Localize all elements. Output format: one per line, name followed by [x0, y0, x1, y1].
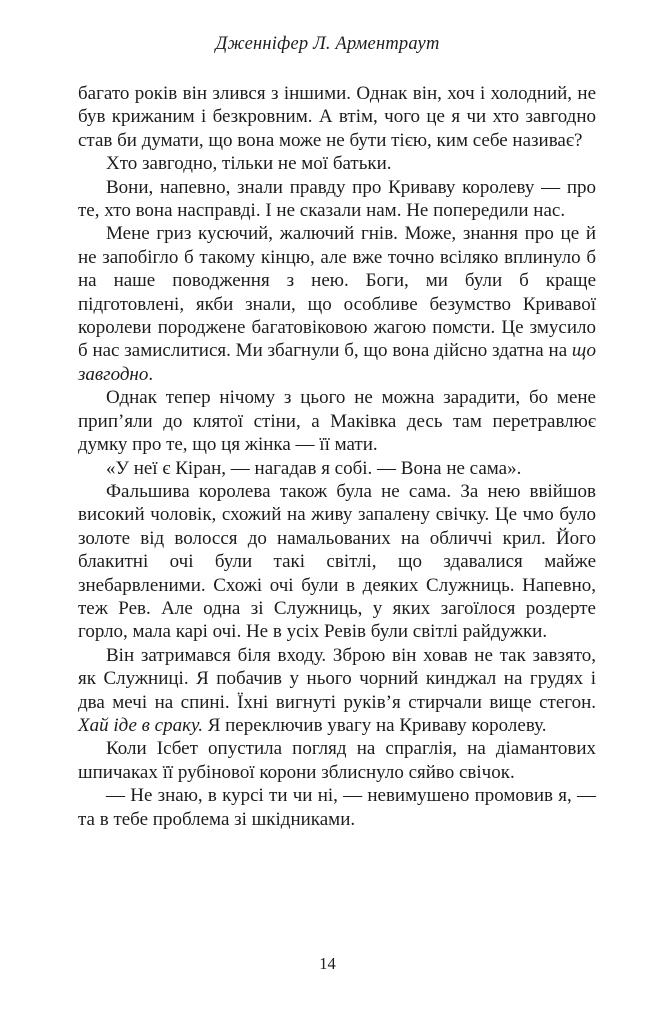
text-segment: Фальшива королева також була не сама. За нею ввійшов високий чоловік, схожий на живу запалену свічку. Це чмо було золоте від волосся до намальованих на обличчі крил. Його блакитні очі були такі світлі, що здавалися майже знебарвленими. Схожі очі були в деяких Служниць. Напевно, теж Рев. Але одна зі Служниць, у яких загоїлося роздерте горло, мала карі очі. Не в усіх Ревів були світлі райдужки. [78, 480, 596, 643]
italic-text-segment: Хай іде в сраку. [78, 714, 203, 736]
page-number: 14 [319, 954, 336, 973]
paragraph [78, 737, 596, 784]
text-segment: Хто завгодно, тільки не мої батьки. [106, 153, 392, 175]
text-segment: Мене гриз кусючий, жалючий гнів. Може, знання про це й не запобігло б такому кінцю, але вже точно всіляко вплинуло б на наше поводження з нею. Боги, ми були б краще підготовлені, якби знали, що особливе безумство Кривавої королеви породжене багатовіковою жагою помсти. Це змусило б нас замислитися. Ми збагнули б, що вона дійсно здатна на [78, 223, 596, 362]
paragraph [78, 784, 596, 831]
text-segment: Вони, напевно, знали правду про Криваву королеву — про те, хто вона насправді. І не сказали нам. Не попередили нас. [78, 176, 596, 222]
paragraph [78, 82, 596, 152]
paragraph [78, 386, 596, 456]
text-segment: Він затримався біля входу. Зброю він ховав не так завзято, як Служниці. Я побачив у нього чорний кинджал на грудях і два мечі на спині. Їхні вигнуті руків’я стирчали вище стегон. [78, 644, 596, 713]
running-header: Дженніфер Л. Арментраут [215, 34, 440, 54]
paragraph [78, 457, 596, 480]
text-segment: багато років він злився з іншими. Однак він, хоч і холодний, не був крижаним і безкровним. А втім, чого це я чи хто завгодно став би думати, що вона може не бути тією, ким себе називає? [78, 83, 596, 151]
page-text [78, 82, 596, 831]
italic-text-segment: що завгодно [78, 340, 596, 385]
text-segment: Коли Ісбет опустила погляд на спраглія, на діамантових шпичаках її рубінової корони зблиснуло сяйво свічок. [78, 738, 596, 783]
text-segment: «У неї є Кіран, — нагадав я собі. — Вона не сама». [106, 457, 522, 479]
paragraph [78, 222, 596, 386]
paragraph [78, 480, 596, 644]
text-segment: — Не знаю, в курсі ти чи ні, — невимушено промовив я, — та в тебе проблема зі шкідниками. [78, 785, 596, 830]
text-segment: Я переключив увагу на Криваву королеву. [202, 714, 547, 736]
paragraph [78, 176, 596, 223]
paragraph [78, 152, 596, 175]
text-segment: Однак тепер нічому з цього не можна зарадити, бо мене прип’яли до клятої стіни, а Маківка десь там перетравлює думку про те, що ця жінка — її мати. [78, 387, 596, 456]
paragraph [78, 644, 596, 738]
text-segment: . [148, 363, 154, 385]
